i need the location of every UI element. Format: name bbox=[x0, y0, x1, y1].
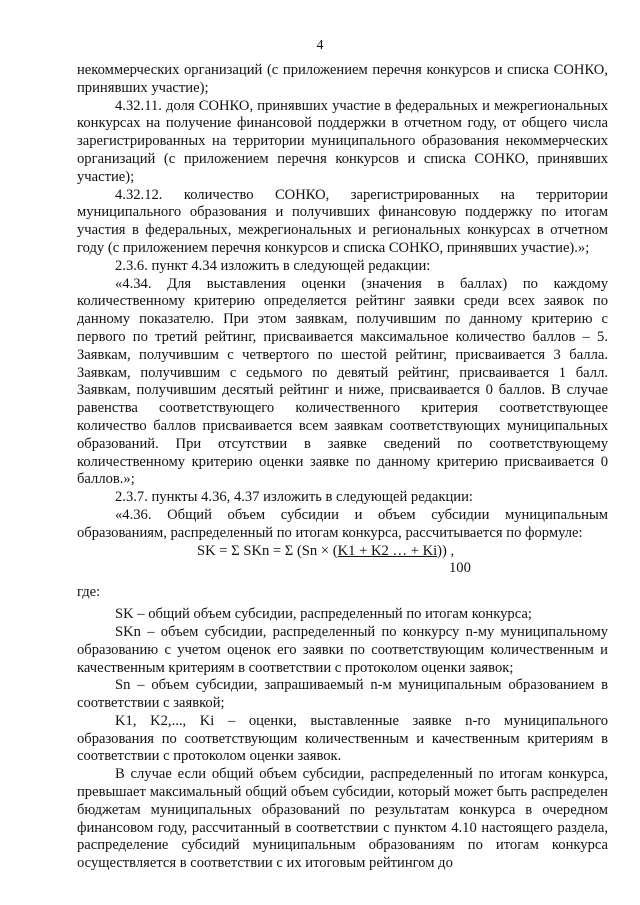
formula-denominator: 100 bbox=[449, 560, 471, 577]
definition-skn: SKn – объем субсидии, распределенный по конкурсу n-му муниципальному образованию с учетом оценок его заявки по соответствующим количественным и качественным критериям в соответствии с протоколом оценки заявок; bbox=[77, 623, 608, 676]
paragraph-4-36: «4.36. Общий объем субсидии и объем субсидии муниципальным образованиям, распределенный по итогам конкурса, рассчитывается по формуле: bbox=[77, 506, 608, 541]
paragraph-continuation: некоммерческих организаций (с приложением перечня конкурсов и списка СОНКО, принявших участие); bbox=[77, 62, 608, 96]
paragraph-2-3-7: 2.3.7. пункты 4.36, 4.37 изложить в следующей редакции: bbox=[115, 489, 473, 506]
formula bbox=[77, 543, 608, 561]
paragraph-2-3-6: 2.3.6. пункт 4.34 изложить в следующей редакции: bbox=[115, 257, 431, 274]
formula-numerator: K1 + K2 … + Ki bbox=[337, 542, 438, 559]
definition-sk: SK – общий объем субсидии, распределенный по итогам конкурса; bbox=[115, 606, 532, 623]
formula-right: )) , bbox=[437, 542, 455, 559]
document-body bbox=[77, 62, 608, 873]
paragraph-4-34: «4.34. Для выставления оценки (значения в баллах) по каждому количественному критерию определяется рейтинг заявки среди всех заявок по данному показателю. При этом заявкам, получившим по данному критерию с первого по третий рейтинг, присваивается максимальное количество баллов – 5. Заявкам, получившим с четвертого по шестой рейтинг, присваивается 3 балла. Заявкам, получившим с седьмого по девятый рейтинг, присваивается 1 балл. Заявкам, получившим десятый рейтинг и ниже, присваивается 0 баллов. В случае равенства соответствующего количественного критерия соответствующее количество баллов присваивается всем заявкам соответствующих муниципальных образований. При отсутствии в заявке сведений по соответствующему количественному критерию оценки заявке по данному критерию присваивается 0 баллов.»; bbox=[77, 275, 608, 488]
definition-k: K1, K2,..., Ki – оценки, выставленные заявке n-го муниципального образования по соответствующим количественным и качественным критериям в соответствии с протоколом оценки заявок. bbox=[77, 712, 608, 765]
paragraph-excess: В случае если общий объем субсидии, распределенный по итогам конкурса, превышает максимальный общий объем субсидии, который может быть распределен бюджетам муниципальных образований по результатам конкурса в очередном финансовом году, рассчитанный в соответствии с пунктом 4.10 настоящего раздела, распределение субсидий муниципальным образованиям по итогам конкурса осуществляется в соответствии с их итоговым рейтингом до bbox=[77, 766, 608, 872]
paragraph-4-32-12: 4.32.12. количество СОНКО, зарегистрированных на территории муниципального образования и получивших финансовую поддержку по итогам участия в федеральных, межрегиональных и региональных конкурсах в отчетном году (с приложением перечня конкурсов и списка СОНКО, принявших участие).»; bbox=[77, 186, 608, 256]
where-label: где: bbox=[77, 584, 101, 601]
spacer bbox=[77, 576, 608, 584]
paragraph-4-32-11: 4.32.11. доля СОНКО, принявших участие в федеральных и межрегиональных конкурсах на получение финансовой поддержки в отчетном году, от общего числа зарегистрированных на территории муниципального образования некоммерческих организаций (с приложением перечня конкурсов и списка СОНКО, принявших участие); bbox=[77, 97, 608, 185]
formula-left: SK = Σ SKn = Σ (Sn × ( bbox=[197, 542, 338, 559]
page-number: 4 bbox=[316, 38, 324, 53]
definition-sn: Sn – объем субсидии, запрашиваемый n-м муниципальным образованием в соответствии с заявкой; bbox=[77, 677, 608, 712]
